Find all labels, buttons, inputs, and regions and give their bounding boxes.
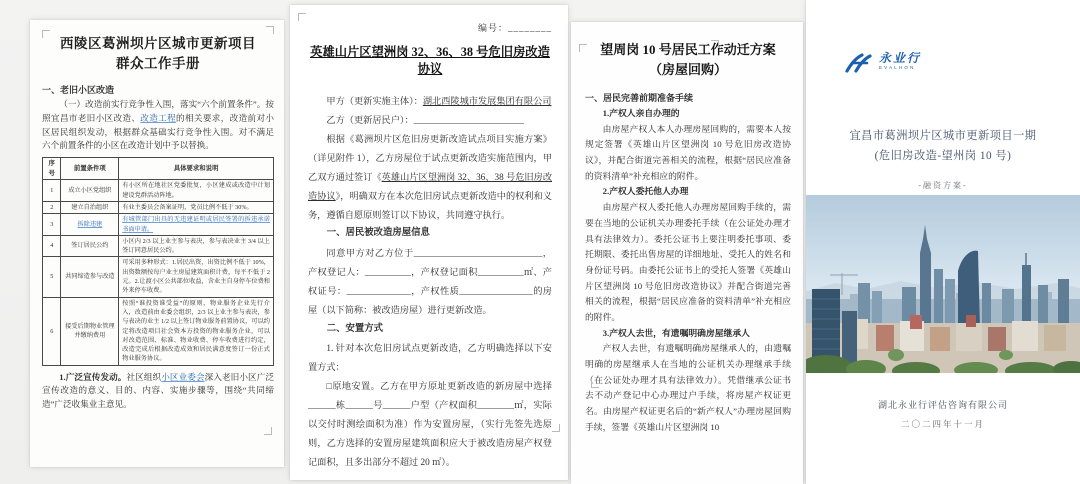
- page-corner-mark: [711, 40, 719, 48]
- plan-paragraph-3: 产权人去世，有遗嘱明确房屋继承人的，由遗嘱明确的房屋继承人在当地的公证机关办理继承手续（在公证处办理才具有法律效力）。凭借继承公证书去不动产登记中心办理过户手续，将房屋产权证更名。由房屋产权证更名后的“新产权人”办理房屋回购手续，签署《英雄山片区望洲岗 10: [585, 343, 791, 432]
- agreement-serial-field[interactable]: 编号：________: [477, 23, 552, 33]
- agreement-section2-heading: 二、安置方式: [326, 323, 384, 334]
- page-corner-mark: [591, 380, 599, 388]
- plan-sub3-heading: 3.产权人去世，有遗嘱明确房屋继承人: [602, 327, 750, 338]
- row-desc-hyperlink: 有城管部门出具的无违建证明或居民签署的拆违承诺书面申请。: [119, 214, 274, 236]
- cover-date: 二〇二四年十一月: [900, 419, 985, 429]
- party-b-label: 乙方（更新居民户）：: [326, 115, 414, 126]
- page-corner-mark: [266, 26, 274, 34]
- agreement-section2-item2-checkbox-option[interactable]: □原地安置。乙方在甲方原址更新改造的新房屋中选择______栋______号______户型（产权面积________㎡，实际以交付时测绘面积为准）作为安置房屋，（实行先签先选原则，乙方选择的安置房屋建筑面积应大于被改造房屋产权登记面积，且多出部分不超过 20 ㎡）。: [308, 381, 552, 467]
- party-a-label: 甲方（更新实施主体）：: [326, 96, 423, 107]
- agreement-section1-text[interactable]: 同意甲方对乙方位于____________________________，产权登记人：__________，产权登记面积__________㎡、产权证号：______________，产权性质________________的房屋（以下简称：被改造房屋）进行更新改造。: [308, 248, 552, 315]
- handbook-footer-paragraph: [42, 371, 274, 412]
- cover-title-line1: 宜昌市葛洲坝片区城市更新项目一期: [849, 130, 1037, 142]
- plan-title-line2: （房屋回购）: [648, 61, 727, 77]
- row-item: 接受后期物业管理并缴纳费用: [61, 297, 119, 365]
- handbook-intro-paragraph: [42, 98, 274, 153]
- row-no: 1: [43, 180, 61, 202]
- page-corner-mark: [264, 427, 272, 435]
- col-header-no: 序号: [43, 158, 61, 180]
- cover-company-name: 湖北永业行评估咨询有限公司: [877, 400, 1008, 410]
- row-desc: 有小区所在地社区党委批复，小区建成或改造中计划建设党群活动阵地。: [119, 180, 274, 202]
- page-corner-mark: [298, 13, 306, 21]
- cover-subtitle: -融资方案-: [918, 181, 968, 191]
- agreement-section2-item1: 1. 针对本次危旧房试点更新改造，乙方明确选择以下安置方式：: [308, 343, 552, 373]
- agreement-section1-heading: 一、居民被改造房屋信息: [326, 228, 430, 239]
- plan-paragraph-1: 由房屋产权人本人办理房屋回购的，需要本人按规定签署《英雄山片区望洲岗 10 号危旧房改造协议》，并配合街道完善相关的流程，根据“居民应准备的资料清单”补充相应的附件。: [585, 123, 791, 181]
- row-item: 建立自治组织: [61, 201, 119, 213]
- plan-sub2-heading: 2.产权人委托他人办理: [602, 186, 689, 197]
- footer-text: 深入老旧小区广泛宣传改造的意义、目的、内容、实施步骤等，围绕“共同缔造”广泛收集业主意见。: [42, 371, 274, 410]
- table-row: [43, 180, 274, 202]
- handbook-title-line2: 群众工作手册: [116, 55, 200, 71]
- relocation-plan-page: [571, 22, 803, 484]
- cover-title-line2: (危旧房改造-望州岗 10 号): [874, 150, 1012, 163]
- logo-latin-name: EVALHON: [879, 65, 916, 70]
- financing-cover-page: [806, 0, 1080, 484]
- plan-title: [585, 40, 791, 79]
- intro-text: 的相关要求，改造前对小区居民组织发动，根据群众基础实行竞争性入围。对不满足六个前置条件的小区在改造计划中予以替换。: [42, 112, 274, 151]
- logo-chinese-name: 永业行: [879, 51, 922, 65]
- footer-text: 社区组织: [126, 371, 162, 382]
- page-corner-mark: [552, 424, 560, 432]
- agreement-title: 英雄山片区望洲岗 32、36、38 号危旧房改造协议: [310, 45, 550, 77]
- plan-section-heading: 一、居民完善前期准备手续: [585, 93, 694, 103]
- table-row: [43, 214, 274, 236]
- row-item: 成立小区党组织: [61, 180, 119, 202]
- page-corner-mark: [579, 44, 587, 52]
- plan-paragraph-2: 由房屋产权人委托他人办理房屋回购手续的，需要在当地的公证机关办理委托手续（在公证处办理才具有法律效力）。委托公证书上要注明委托事项、委托期限、委托出售房屋的详细地址、受托人的姓名和身份证号码。由委托公证书上的受托人签署《英雄山片区望洲岗 10 号危旧房改造协议》并配合街道完善相关的流程，根据“居民应准备的资料清单”补充相应的附件。: [585, 202, 791, 322]
- row-item: 签订居民公约: [61, 235, 119, 257]
- preconditions-table: [42, 157, 274, 366]
- table-row: [43, 201, 274, 213]
- table-row: [43, 297, 274, 365]
- agreement-intro-text: 根据《葛洲坝片区危旧房更新改造试点项目实施方案》（详见附件 1），乙方房屋位于试点更新改造实施范围内，甲乙双方通过签订《: [308, 134, 552, 182]
- row-item-hyperlink[interactable]: 拆除违建: [61, 214, 119, 236]
- row-no: 4: [43, 235, 61, 257]
- footer-bold-lead: 1.广泛宣传发动。: [59, 371, 127, 382]
- yongyehang-logo-icon: [844, 52, 874, 74]
- party-b-blank-field[interactable]: ________________________: [413, 115, 524, 126]
- handbook-title: [42, 34, 274, 73]
- row-desc: 小区内 2/3 以上业主参与表决，参与表决业主 3/4 以上签订同意居民公约。: [119, 235, 274, 257]
- company-logo: [844, 52, 1080, 74]
- col-header-item: 前置条件项: [61, 158, 119, 180]
- handbook-title-line1: 西陵区葛洲坝片区城市更新项目: [60, 36, 256, 51]
- intro-hyperlink[interactable]: 改造工程: [140, 112, 177, 123]
- party-a-line: [308, 92, 552, 111]
- cover-title: [806, 126, 1080, 166]
- party-b-line: [308, 111, 552, 130]
- table-header-row: [43, 158, 274, 180]
- col-header-desc: 具体要求和说明: [119, 158, 274, 180]
- row-no: 5: [43, 257, 61, 297]
- table-row: [43, 257, 274, 297]
- row-no: 2: [43, 201, 61, 213]
- row-no: 6: [43, 297, 61, 365]
- agreement-intro-text: 》，明确双方在本次危旧房试点更新改造中的权利和义务，遵循自愿原则签订以下协议，共同遵守执行。: [308, 190, 552, 220]
- agreement-page: [290, 5, 568, 480]
- row-desc: 可采用多种形式：1.居民出资，出资比例不低于 10%，出资数额按每户业主房屋建筑面积计费，每平不低于 2 元。2.让渡小区公共部位收益，含业主自身停车位费和外来停车收费。: [119, 257, 274, 297]
- agreement-intro-paragraph: [308, 130, 552, 224]
- handbook-section-heading: 一、老旧小区改造: [42, 85, 115, 96]
- agreement-book-title: 英雄山片区望洲岗 32、36、38 号危旧房改造协议: [308, 171, 553, 201]
- handbook-page: [30, 20, 284, 467]
- table-row: [43, 235, 274, 257]
- plan-sub1-heading: 1.产权人亲自办理的: [602, 108, 680, 118]
- intro-text: （一）改造前实行竞争性入围，落实“六个前置条件”。按照宜昌市老旧小区改造、: [42, 99, 274, 123]
- row-desc: 按照“谁投资谁受益”的原则，物业服务企业先行介入，改造前由业委会组织，2/3 以上业主参与表决，参与表决的业主 1/2 以上签订物业服务前置协议，可以约定将改造项目社会资本方投资的物业服务企业，可以对改造范围、标准、物业收费、停车收费进行约定，改造完成后根据改造成效和居民满意度签订一份正式物业服务协议。: [119, 297, 274, 365]
- row-desc: 有业主委员会备案证明，党员比例不低于 30%。: [119, 201, 274, 213]
- page-corner-mark: [42, 30, 50, 38]
- city-skyline-image: [806, 195, 1080, 373]
- party-a-value: 湖北西陵城市发展集团有限公司: [422, 96, 552, 107]
- logo-text-block: [879, 52, 921, 71]
- footer-hyperlink[interactable]: 小区业委会: [161, 371, 205, 382]
- row-item: 共同缔造参与改造: [61, 257, 119, 297]
- row-no: 3: [43, 214, 61, 236]
- plan-title-line1: 望周岗 10 号居民工作动迁方案: [600, 42, 776, 57]
